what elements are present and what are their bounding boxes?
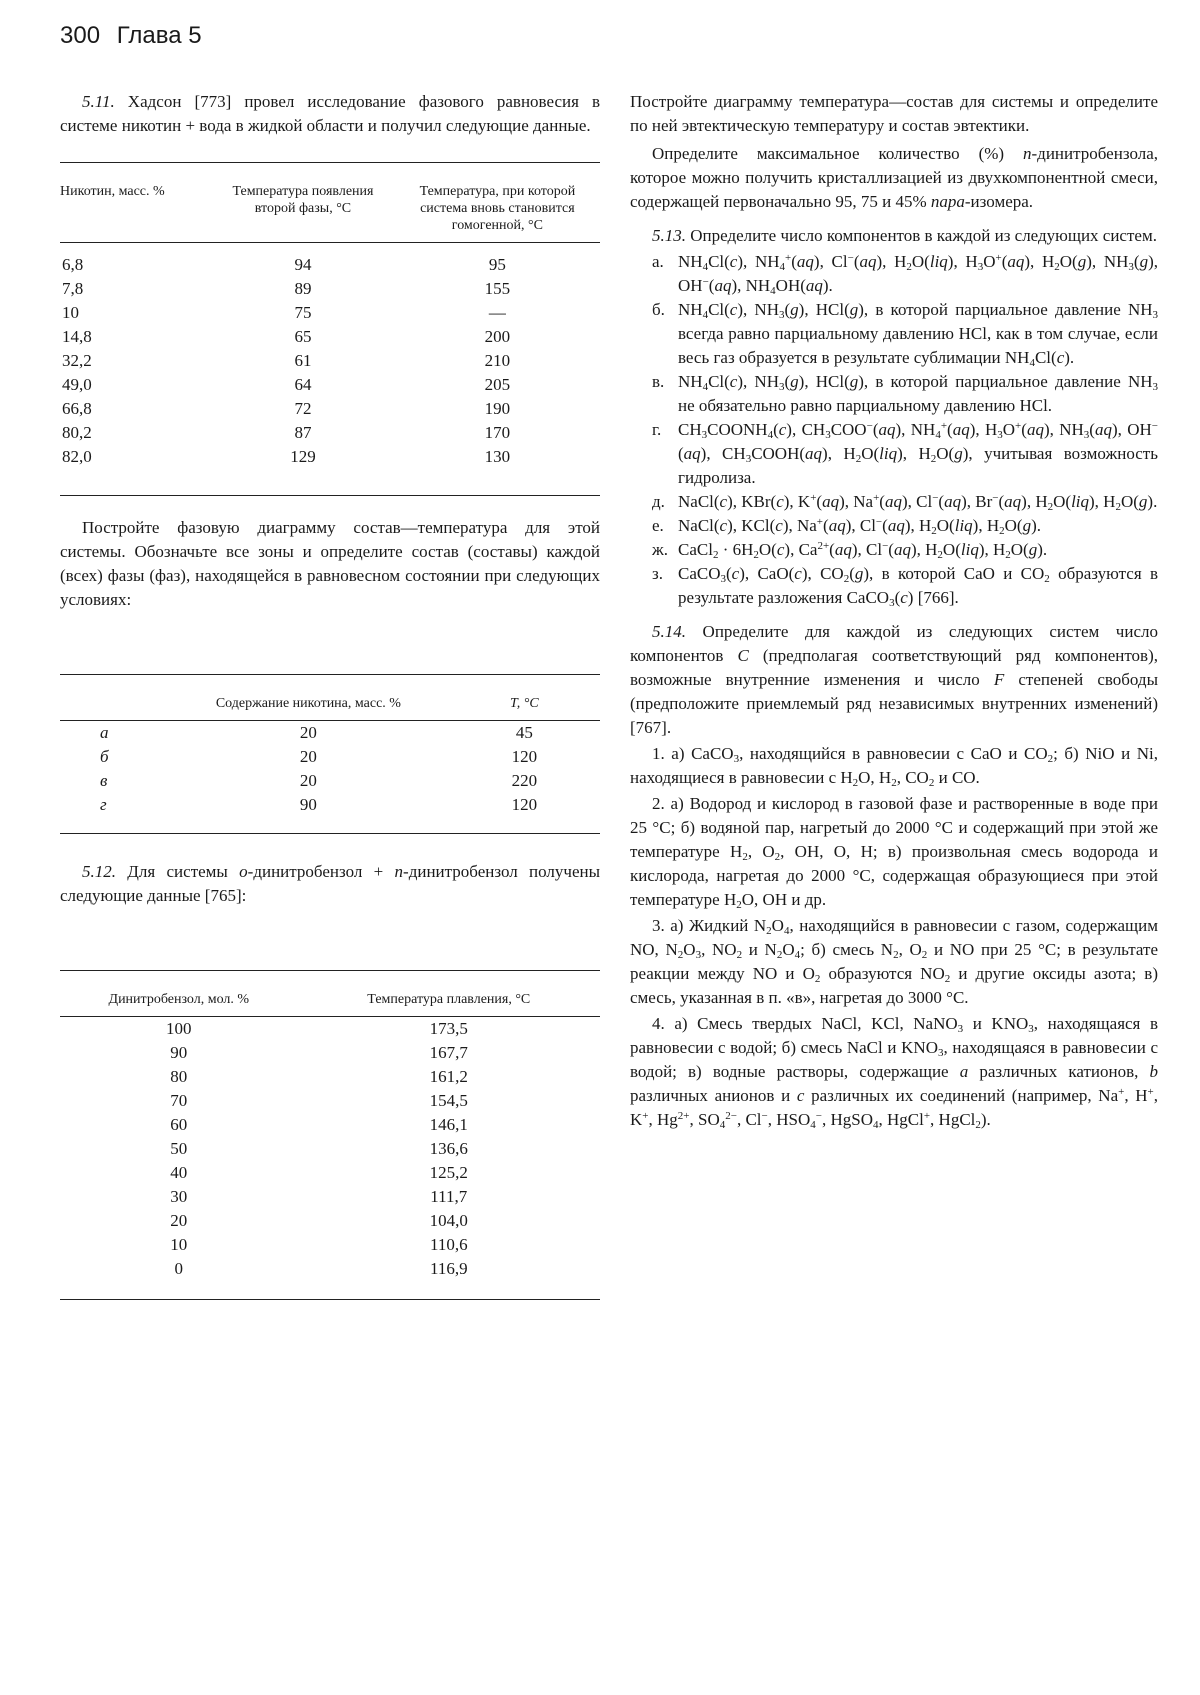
table-row [60,301,600,325]
table-row [60,1017,600,1042]
table-row [60,349,600,373]
table-cell: 45 [515,723,533,742]
table-cell: 64 [294,375,312,394]
list-item-text: $CH_3COONH_4(c)$, $CH_3COO^-(aq)$, $NH_4^+(aq)$, $H_3O^+(aq)$, $NH_3(aq)$, OH−(aq), $CH_3COOH(aq)$, $H_2O(liq)$, $H_2O(g)$, учитывая возможность гидролиза. [678,420,1158,487]
table-cell: 20 [299,771,317,790]
problem-5-11: 5.11. Хадсон [773] провел исследование фазового равновесия в системе никотин + вода в жидкой области и получил следующие данные. [60,92,600,135]
table-cell: 130 [484,447,511,466]
table-body [60,721,600,818]
table-cell: 161,2 [429,1067,468,1086]
table-cell: б [100,747,109,766]
list-item [630,370,1158,418]
table-row [60,445,600,469]
table-row [60,721,600,746]
table-cell: 82,0 [62,447,92,466]
col-header-temperature: T, °С [510,696,539,711]
table-row [60,1089,600,1113]
table-cell: 167,7 [429,1043,468,1062]
table-cell: 110,6 [429,1235,468,1254]
list-item-label: а. [652,252,664,271]
list-item-text: $NH_4Cl(c)$, $NH_3(g)$, HCl(g), в которой парциальное давление $NH_3$ всегда равно парциальному давлению HCl, как в том случае, если весь газ образуется в результате сублимации $NH_4Cl(c)$. [678,300,1159,369]
table-cell: 20 [299,723,317,742]
list-item-text: CaCO$_3$(c), CaO(c), $CO_2(g)$, в которой CaO и $CO_2$ образуются в результате разложения CaCO$_3$(c) [766]. [678,564,1158,609]
table-cell: 87 [294,423,312,442]
col-header-melting-temp: Температура плавления, °С [367,992,531,1007]
table-cell: 89 [294,279,312,298]
table-row [60,1065,600,1089]
instructions-paragraph: Постройте фазовую диаграмму состав—температура для этой системы. Обозначьте все зоны и определите состав (составы) каждой (всех) фазы (фаз), находящейся в равновесном состоянии при следующих условиях: [60,518,600,609]
table-row [60,793,600,817]
page-number: 300 [60,22,101,49]
table-cell: 10 [62,303,79,322]
table-cell: 32,2 [62,351,92,370]
table-row [60,1185,600,1209]
table-cell: г [100,795,107,814]
table-cell: 190 [484,399,511,418]
table-cell: 90 [299,795,317,814]
table-cell: 95 [488,255,506,274]
table-cell: 30 [170,1187,188,1206]
table-cell: 136,6 [429,1139,468,1158]
table-row [60,1137,600,1161]
table-cell: 72 [294,399,312,418]
problem-5-14: 5.14. Определите для каждой из следующих систем число компонентов C (предполагая соответствующий ряд компонентов), возможные внутренние изменения и число F степеней свободы (предположите приемлемый ряд независимых внутренних изменений) [767]. [630,622,1159,737]
table-row [60,1041,600,1065]
nicotine-water-table [60,162,600,495]
list-item [630,538,1158,562]
list-item [630,418,1158,490]
list-item-label: б. [652,300,665,319]
table-cell: 60 [170,1115,188,1134]
table-cell: 10 [170,1235,188,1254]
table-cell: 155 [484,279,511,298]
table-row [60,1209,600,1233]
table-row [60,421,600,445]
table-cell: 61 [294,351,312,370]
table-cell: 6,8 [62,255,84,274]
table-cell: 49,0 [62,375,92,394]
table-row [60,1257,600,1281]
table-cell: 146,1 [429,1115,468,1134]
col-header-nicotine: Никотин, масс. % [60,184,165,199]
question-2: 2. а) Водород и кислород в газовой фазе и растворенные в воде при 25 °С; б) водяной пар, нагретый до 2000 °С и содержащий при этой же температуре $H_2$, $O_2$, OH, O, H; в) произвольная смесь водорода и кислорода, нагретая до 2000 °С, содержащая образующиеся при этой температуре $H_2O$, OH и др. [630,794,1158,911]
table-cell: 14,8 [62,327,92,346]
table-row [60,277,600,301]
table-row [60,243,600,278]
table-cell: 80 [170,1067,188,1086]
list-item-text: NaCl(c), KCl(c), Na+(aq), Cl−(aq), $H_2O(liq)$, $H_2O(g)$. [678,516,1041,537]
table-cell: 100 [166,1019,192,1038]
question-3: 3. а) Жидкий $N_2O_4$, находящийся в равновесии с газом, содержащим NO, $N_2O_3$, $NO_2$ и $N_2O_4$; б) смесь $N_2$, $O_2$ и NO при 25 °С; в результате реакции между NO и $O_2$ образуются $NO_2$ и другие оксиды азота; в) смесь, указанная в п. «в», нагретая до 3000 °С. [630,916,1159,1007]
table-cell: 90 [170,1043,188,1062]
table-cell: 220 [511,771,538,790]
table-cell: 125,2 [429,1163,468,1182]
list-item [630,490,1158,514]
table-row [60,769,600,793]
list-item [630,250,1158,298]
problem-5-13-items [630,250,1158,610]
list-item-label: д. [652,492,665,511]
list-item [630,514,1158,538]
table-cell: 75 [294,303,312,322]
diagram-instructions: Постройте диаграмму температура—состав для системы и определите по ней эвтектическую температуру и состав эвтектики. [630,92,1158,135]
table-row [60,373,600,397]
table-row [60,745,600,769]
table-cell: 66,8 [62,399,92,418]
table-cell: 65 [294,327,312,346]
table-cell: 120 [511,747,538,766]
table-row [60,1113,600,1137]
table-body [60,1017,600,1282]
list-item-text: CaCl$_2$ · $6H_2O(c)$, $Ca^{2+}(aq)$, Cl−(aq), $H_2O(liq)$, $H_2O(g)$. [678,540,1048,561]
col-header-temp-homogeneous: Температура, при которой система вновь становится гомогенной, °С [419,184,576,233]
table-cell: 40 [170,1163,188,1182]
list-item-text: $NH_4Cl(c)$, $NH_4^+(aq)$, Cl−(aq), $H_2O(liq)$, $H_3O^+(aq)$, $H_2O(g)$, $NH_3(g)$, OH−(aq), $NH_4OH(aq)$. [678,252,1158,297]
table-cell: 7,8 [62,279,84,298]
chapter-title: Глава 5 [116,22,202,49]
table-cell: 170 [484,423,511,442]
col-header-temp-second-phase: Температура появления второй фазы, °С [232,184,374,216]
problem-5-13: 5.13. Определите число компонентов в каждой из следующих систем. [652,226,1157,245]
table-cell: 80,2 [62,423,92,442]
table-row [60,397,600,421]
list-item-label: з. [652,564,663,583]
question-1: 1. а) CaCO$_3$, находящийся в равновесии с CaO и $CO_2$; б) NiO и Ni, находящиеся в равновесии с $H_2O$, $H_2$, $CO_2$ и CO. [630,744,1158,789]
dinitrobenzene-table [60,970,600,1299]
table-cell: 129 [290,447,316,466]
table-cell: 120 [511,795,538,814]
table-cell: 70 [170,1091,188,1110]
table-cell: 50 [170,1139,188,1158]
list-item-text: NaCl(c), KBr(c), K+(aq), Na+(aq), Cl−(aq), Br−(aq), $H_2O(liq)$, $H_2O(g)$. [678,492,1158,513]
list-item [630,298,1158,370]
table-body [60,243,600,470]
table-cell: 94 [294,255,312,274]
table-row [60,325,600,349]
problem-5-12: 5.12. Для системы о-динитробензол + п-динитробензол получены следующие данные [765]: [60,862,601,905]
max-yield-question: Определите максимальное количество (%) п-динитробензола, которое можно получить кристаллизацией из двухкомпонентной смеси, содержащей первоначально 95, 75 и 45% пара-изомера. [630,144,1158,211]
table-cell: 173,5 [429,1019,468,1038]
page-header [60,22,202,50]
list-item-label: ж. [652,540,668,559]
table-cell: 104,0 [429,1211,468,1230]
table-cell: 200 [484,327,511,346]
table-cell: 154,5 [429,1091,468,1110]
table-cell: 111,7 [430,1187,468,1206]
table-row [60,1161,600,1185]
col-header-nicotine-content: Содержание никотина, масс. % [215,696,401,711]
table-cell: 210 [484,351,511,370]
list-item-label: г. [652,420,662,439]
list-item-text: $NH_4Cl(c)$, $NH_3(g)$, HCl(g), в которой парциальное давление $NH_3$ не обязательно равно парциальному давлению HCl. [678,372,1159,415]
table-cell: 20 [170,1211,188,1230]
list-item [630,562,1158,610]
list-item-label: е. [652,516,664,535]
table-cell: в [100,771,108,790]
table-cell: 0 [174,1259,184,1278]
conditions-table [60,674,600,833]
left-column [60,90,600,1300]
right-column [630,90,1158,1132]
col-header-dinitrobenzene: Динитробензол, мол. % [108,992,250,1007]
table-row [60,1233,600,1257]
table-cell: 116,9 [429,1259,468,1278]
table-cell: 20 [299,747,317,766]
table-cell: 205 [484,375,511,394]
list-item-label: в. [652,372,665,391]
table-cell: — [488,303,506,322]
table-cell: а [100,723,109,742]
question-4: 4. а) Смесь твердых NaCl, KCl, NaNO$_3$ и $KNO_3$, находящаяся в равновесии с водой; б) смесь NaCl и $KNO_3$, находящаяся в равновесии с водой; в) водные растворы, содержащие a различных катионов, b различных анионов и c различных их соединений (например, Na+, H+, K+, $Hg^{2+}$, $SO_4^{2-}$, Cl−, $HSO_4^-$, HgSO$_4$, HgCl+, HgCl$_2$). [630,1014,1159,1131]
